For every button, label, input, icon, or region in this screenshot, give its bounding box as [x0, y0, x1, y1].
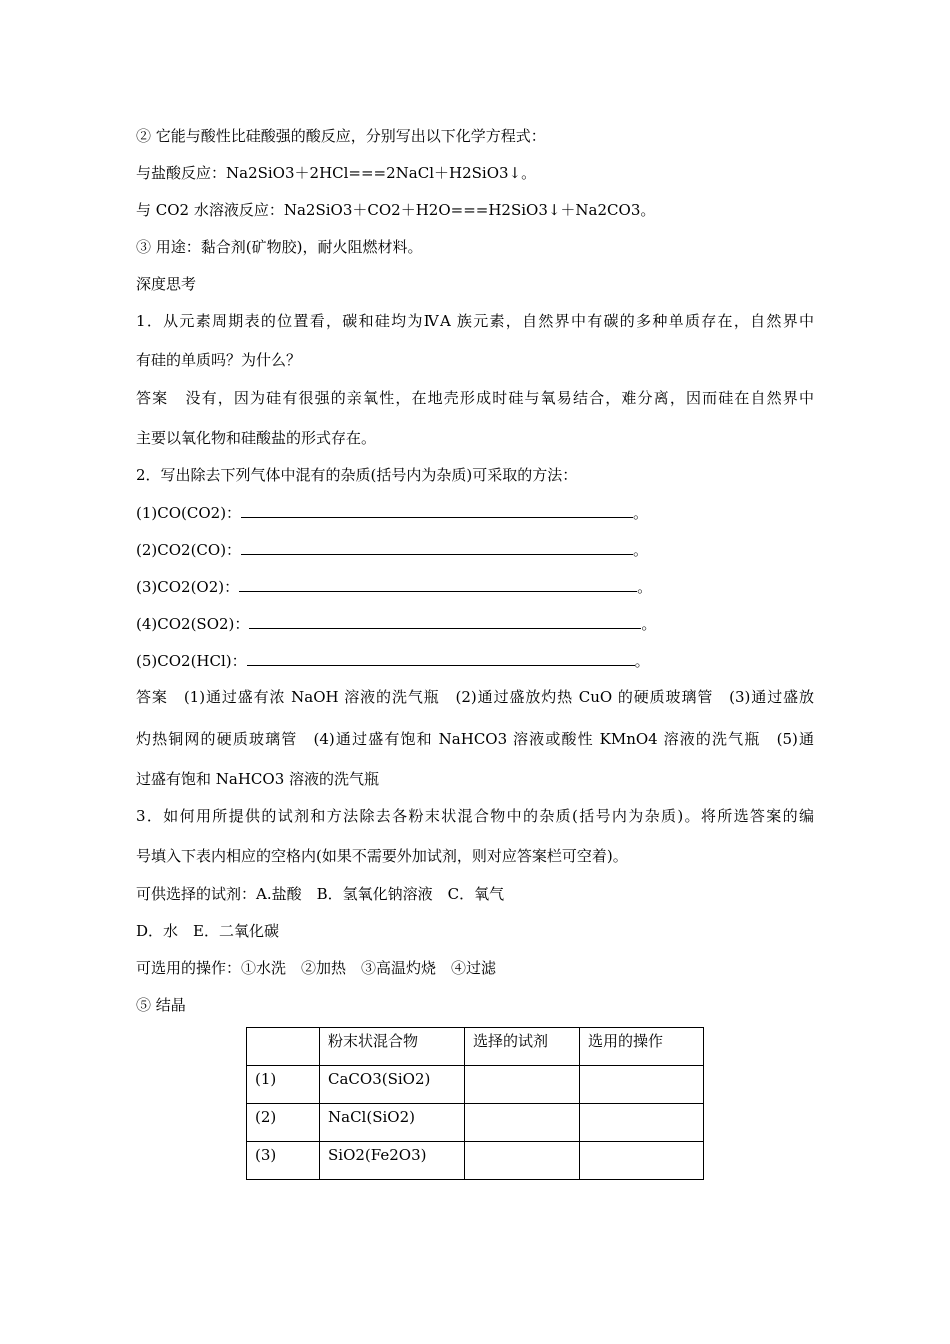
answer-cell[interactable] — [465, 1066, 580, 1104]
end-mark: 。 — [633, 541, 649, 559]
end-mark: 。 — [634, 652, 650, 670]
answer-label: 答案 — [136, 688, 168, 706]
text-line: 与盐酸反应：Na2SiO3＋2HCl===2NaCl＋H2SiO3↓。 — [136, 164, 537, 182]
reagents-line: 可供选择的试剂：A.盐酸 B．氢氧化钠溶液 C．氧气 — [136, 885, 505, 903]
text-line: 与 CO2 水溶液反应：Na2SiO3＋CO2＋H2O===H2SiO3↓＋Na2CO3。 — [136, 201, 656, 219]
blank-line-4 — [136, 613, 656, 634]
blank-label: (1)CO(CO2)： — [136, 504, 242, 522]
reagents-line: D．水 E．二氧化碳 — [136, 922, 279, 940]
answer-cell[interactable] — [580, 1104, 704, 1142]
answer-blank[interactable] — [239, 576, 637, 592]
table-cell: CaCO3(SiO2) — [320, 1066, 465, 1104]
text-line: ② 它能与酸性比硅酸强的酸反应，分别写出以下化学方程式： — [136, 127, 546, 145]
answer-cell[interactable] — [580, 1066, 704, 1104]
question-2: 2．写出除去下列气体中混有的杂质(括号内为杂质)可采取的方法： — [136, 466, 578, 484]
answer-label: 答案 — [136, 389, 169, 407]
end-mark: 。 — [633, 504, 649, 522]
blank-line-5 — [136, 650, 650, 671]
section-heading: 深度思考 — [136, 275, 197, 293]
blank-line-1 — [136, 502, 648, 523]
answer-text: 没有，因为硅有很强的亲氧性，在地壳形成时硅与氧易结合，难分离，因而硅在自然界中 — [184, 389, 814, 407]
answer-2 — [136, 687, 814, 707]
answer-table — [246, 1027, 704, 1180]
table-cell: (3) — [247, 1142, 320, 1180]
answer-blank[interactable] — [241, 539, 633, 555]
answer-cell[interactable] — [580, 1142, 704, 1180]
table-cell: (1) — [247, 1066, 320, 1104]
answer-1-cont: 主要以氧化物和硅酸盐的形式存在。 — [136, 429, 377, 447]
question-1-cont: 有硅的单质吗？为什么？ — [136, 351, 302, 369]
answer-2-cont: 过盛有饱和 NaHCO3 溶液的洗气瓶 — [136, 770, 380, 788]
blank-label: (5)CO2(HCl)： — [136, 652, 247, 670]
blank-label: (3)CO2(O2)： — [136, 578, 240, 596]
table-cell: SiO2(Fe2O3) — [320, 1142, 465, 1180]
blank-line-2 — [136, 539, 648, 560]
table-cell: (2) — [247, 1104, 320, 1142]
answer-blank[interactable] — [249, 613, 641, 629]
operations-line: ⑤ 结晶 — [136, 996, 186, 1014]
answer-cell[interactable] — [465, 1104, 580, 1142]
question-3-cont: 号填入下表内相应的空格内(如果不需要外加试剂，则对应答案栏可空着)。 — [136, 847, 628, 865]
table-header-cell: 粉末状混合物 — [320, 1028, 465, 1066]
table-header-cell: 选择的试剂 — [465, 1028, 580, 1066]
text-line: ③ 用途：黏合剂(矿物胶)，耐火阻燃材料。 — [136, 238, 423, 256]
table-header-cell: 选用的操作 — [580, 1028, 704, 1066]
blank-line-3 — [136, 576, 652, 597]
answer-blank[interactable] — [247, 650, 635, 666]
end-mark: 。 — [641, 615, 657, 633]
answer-1 — [136, 388, 814, 408]
answer-text: (1)通过盛有浓 NaOH 溶液的洗气瓶 (2)通过盛放灼热 CuO 的硬质玻璃管 (3)通过盛放 — [183, 688, 814, 706]
end-mark: 。 — [637, 578, 653, 596]
question-3: 3．如何用所提供的试剂和方法除去各粉末状混合物中的杂质(括号内为杂质)。将所选答案的编 — [136, 807, 814, 825]
table-row — [247, 1104, 704, 1142]
answer-2-cont: 灼热铜网的硬质玻璃管 (4)通过盛有饱和 NaHCO3 溶液或酸性 KMnO4 溶液的洗气瓶 (5)通 — [136, 730, 814, 748]
operations-line: 可选用的操作：①水洗 ②加热 ③高温灼烧 ④过滤 — [136, 959, 497, 977]
table-row — [247, 1142, 704, 1180]
table-row — [247, 1066, 704, 1104]
question-1: 1．从元素周期表的位置看，碳和硅均为ⅣA 族元素，自然界中有碳的多种单质存在，自然界中 — [136, 312, 814, 330]
table-header-row — [247, 1028, 704, 1066]
answer-cell[interactable] — [465, 1142, 580, 1180]
blank-label: (2)CO2(CO)： — [136, 541, 242, 559]
table-cell: NaCl(SiO2) — [320, 1104, 465, 1142]
table-header-cell — [247, 1028, 320, 1066]
blank-label: (4)CO2(SO2)： — [136, 615, 250, 633]
answer-blank[interactable] — [241, 502, 633, 518]
